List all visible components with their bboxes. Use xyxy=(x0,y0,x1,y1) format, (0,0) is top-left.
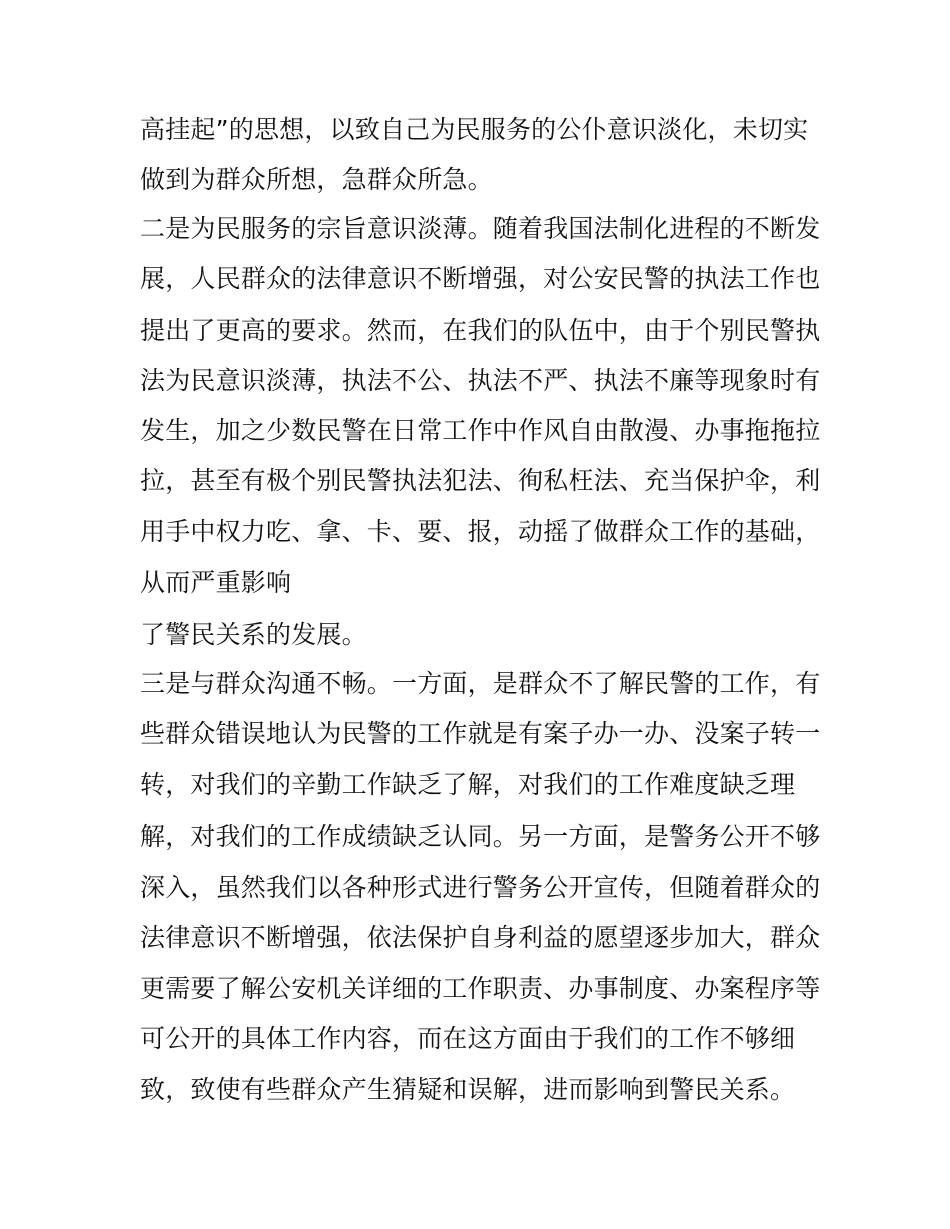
text-line: 拉，甚至有极个别民警执法犯法、徇私枉法、充当保护伞，利 xyxy=(140,466,821,495)
text-line: 做到为群众所想，急群众所急。 xyxy=(140,165,493,194)
text-line: 可公开的具体工作内容，而在这方面由于我们的工作不够细 xyxy=(140,1024,796,1053)
text-line: 些群众错误地认为民警的工作就是有案子办一办、没案子转一 xyxy=(140,719,821,748)
text-line: 高挂起”的思想，以致自己为民服务的公仆意识淡化，未切实 xyxy=(140,115,809,144)
text-line: 了警民关系的发展。 xyxy=(140,620,367,649)
text-line: 二是为民服务的宗旨意识淡薄。随着我国法制化进程的不断发 xyxy=(140,214,821,243)
text-line: 法为民意识淡薄，执法不公、执法不严、执法不廉等现象时有 xyxy=(140,366,821,395)
text-line: 发生，加之少数民警在日常工作中作风自由散漫、办事拖拖拉 xyxy=(140,416,821,445)
text-line: 转，对我们的辛勤工作缺乏了解，对我们的工作难度缺乏理 xyxy=(140,770,796,799)
text-line: 三是与群众沟通不畅。一方面，是群众不了解民警的工作，有 xyxy=(140,669,821,698)
text-line: 更需要了解公安机关详细的工作职责、办事制度、办案程序等 xyxy=(140,974,821,1003)
text-line: 解，对我们的工作成绩缺乏认同。另一方面，是警务公开不够 xyxy=(140,822,821,851)
text-line: 提出了更高的要求。然而，在我们的队伍中，由于个别民警执 xyxy=(140,316,821,345)
text-line: 用手中权力吃、拿、卡、要、报，动摇了做群众工作的基础， xyxy=(140,517,821,546)
text-line: 致，致使有些群众产生猜疑和误解，进而影响到警民关系。 xyxy=(140,1075,796,1104)
text-line: 深入，虽然我们以各种形式进行警务公开宣传，但随着群众的 xyxy=(140,873,821,902)
text-line: 从而严重影响 xyxy=(140,568,292,597)
text-line: 展，人民群众的法律意识不断增强，对公安民警的执法工作也 xyxy=(140,264,821,293)
text-line: 法律意识不断增强，依法保护自身利益的愿望逐步加大，群众 xyxy=(140,923,821,952)
